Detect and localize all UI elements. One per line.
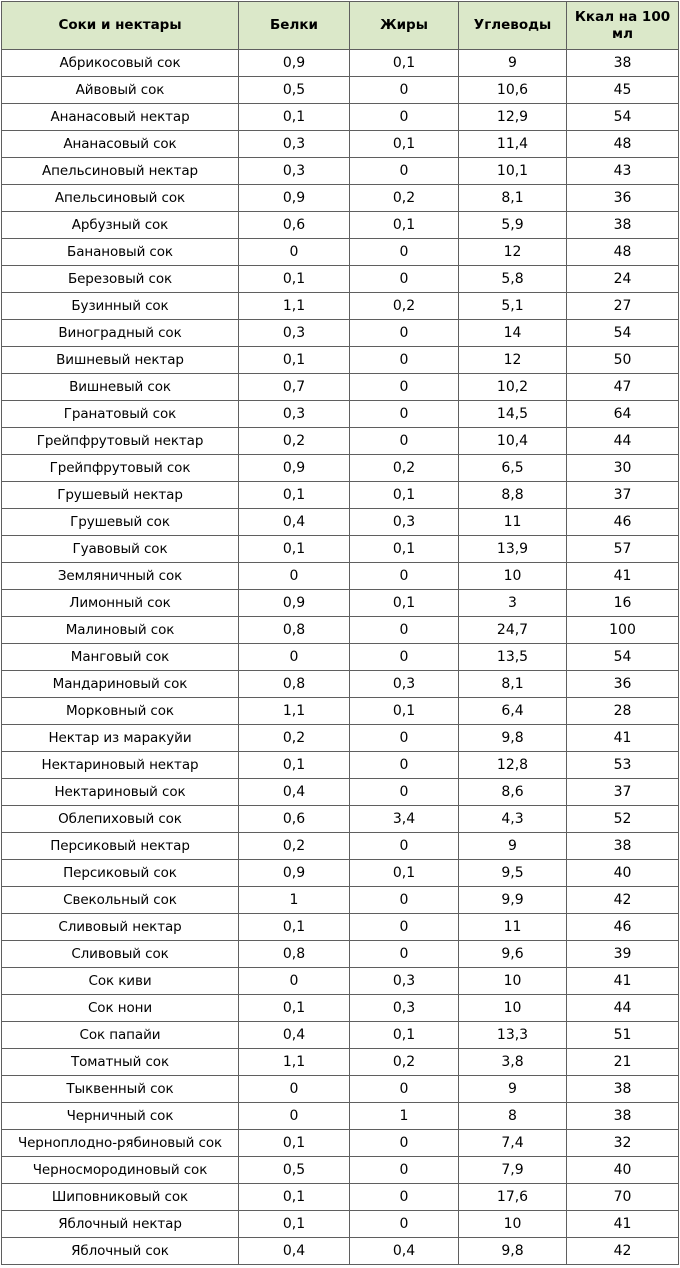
cell-kcal: 41 [567, 725, 679, 752]
cell-protein: 0 [239, 644, 350, 671]
cell-kcal: 38 [567, 1076, 679, 1103]
cell-protein: 0,1 [239, 347, 350, 374]
table-row [2, 1238, 679, 1265]
cell-fat: 0 [350, 77, 459, 104]
cell-kcal: 54 [567, 104, 679, 131]
table-row [2, 914, 679, 941]
cell-carbs: 4,3 [459, 806, 567, 833]
table-row [2, 131, 679, 158]
cell-kcal: 16 [567, 590, 679, 617]
cell-kcal: 41 [567, 968, 679, 995]
cell-fat: 0 [350, 374, 459, 401]
cell-protein: 0,2 [239, 428, 350, 455]
cell-kcal: 100 [567, 617, 679, 644]
cell-protein: 0,8 [239, 671, 350, 698]
cell-name: Апельсиновый сок [2, 185, 239, 212]
cell-fat: 0,3 [350, 968, 459, 995]
table-row [2, 1130, 679, 1157]
cell-fat: 0 [350, 779, 459, 806]
cell-carbs: 10,4 [459, 428, 567, 455]
cell-kcal: 42 [567, 887, 679, 914]
cell-carbs: 9,8 [459, 1238, 567, 1265]
cell-name: Сок папайи [2, 1022, 239, 1049]
cell-kcal: 43 [567, 158, 679, 185]
cell-kcal: 64 [567, 401, 679, 428]
cell-name: Сок киви [2, 968, 239, 995]
cell-carbs: 13,9 [459, 536, 567, 563]
cell-fat: 0 [350, 563, 459, 590]
cell-carbs: 8,1 [459, 185, 567, 212]
table-row [2, 536, 679, 563]
cell-kcal: 37 [567, 482, 679, 509]
cell-fat: 0 [350, 1130, 459, 1157]
cell-protein: 0 [239, 563, 350, 590]
cell-protein: 0,3 [239, 401, 350, 428]
cell-name: Шиповниковый сок [2, 1184, 239, 1211]
column-header-carbs: Углеводы [459, 2, 567, 50]
cell-fat: 0 [350, 725, 459, 752]
cell-protein: 0 [239, 239, 350, 266]
table-row [2, 590, 679, 617]
cell-carbs: 13,3 [459, 1022, 567, 1049]
cell-name: Бузинный сок [2, 293, 239, 320]
table-row [2, 779, 679, 806]
cell-carbs: 6,5 [459, 455, 567, 482]
cell-fat: 0 [350, 752, 459, 779]
cell-fat: 0 [350, 266, 459, 293]
table-row [2, 1076, 679, 1103]
table-row [2, 617, 679, 644]
cell-kcal: 38 [567, 50, 679, 77]
cell-carbs: 3 [459, 590, 567, 617]
cell-protein: 1,1 [239, 293, 350, 320]
cell-carbs: 8,1 [459, 671, 567, 698]
cell-carbs: 10 [459, 1211, 567, 1238]
cell-name: Сливовый сок [2, 941, 239, 968]
cell-carbs: 9,8 [459, 725, 567, 752]
cell-name: Банановый сок [2, 239, 239, 266]
cell-name: Морковный сок [2, 698, 239, 725]
table-row [2, 212, 679, 239]
cell-name: Сок нони [2, 995, 239, 1022]
cell-protein: 0,7 [239, 374, 350, 401]
cell-name: Нектариновый нектар [2, 752, 239, 779]
cell-name: Грушевый сок [2, 509, 239, 536]
table-row [2, 77, 679, 104]
cell-carbs: 10,6 [459, 77, 567, 104]
cell-kcal: 38 [567, 1103, 679, 1130]
cell-protein: 0,2 [239, 725, 350, 752]
cell-carbs: 9 [459, 1076, 567, 1103]
cell-name: Мандариновый сок [2, 671, 239, 698]
cell-protein: 0,9 [239, 590, 350, 617]
cell-kcal: 36 [567, 185, 679, 212]
table-row [2, 428, 679, 455]
cell-kcal: 54 [567, 644, 679, 671]
cell-kcal: 32 [567, 1130, 679, 1157]
cell-name: Вишневый нектар [2, 347, 239, 374]
cell-fat: 0 [350, 320, 459, 347]
cell-fat: 1 [350, 1103, 459, 1130]
cell-name: Вишневый сок [2, 374, 239, 401]
cell-fat: 0 [350, 1076, 459, 1103]
table-row [2, 1184, 679, 1211]
cell-name: Айвовый сок [2, 77, 239, 104]
cell-carbs: 8,6 [459, 779, 567, 806]
cell-kcal: 36 [567, 671, 679, 698]
cell-name: Земляничный сок [2, 563, 239, 590]
cell-name: Яблочный нектар [2, 1211, 239, 1238]
cell-protein: 0,9 [239, 860, 350, 887]
cell-fat: 0 [350, 833, 459, 860]
cell-protein: 0 [239, 1103, 350, 1130]
table-row [2, 698, 679, 725]
cell-kcal: 21 [567, 1049, 679, 1076]
cell-protein: 0,4 [239, 1238, 350, 1265]
cell-name: Черноплодно-рябиновый сок [2, 1130, 239, 1157]
cell-carbs: 5,1 [459, 293, 567, 320]
nutrition-table [1, 1, 679, 1265]
cell-name: Черничный сок [2, 1103, 239, 1130]
cell-fat: 0,2 [350, 185, 459, 212]
cell-carbs: 11 [459, 509, 567, 536]
cell-fat: 0,1 [350, 131, 459, 158]
cell-protein: 0,1 [239, 266, 350, 293]
cell-carbs: 8 [459, 1103, 567, 1130]
table-row [2, 266, 679, 293]
cell-carbs: 9 [459, 50, 567, 77]
cell-kcal: 27 [567, 293, 679, 320]
column-header-kcal: Ккал на 100 мл [567, 2, 679, 50]
cell-carbs: 12,9 [459, 104, 567, 131]
cell-protein: 0,4 [239, 1022, 350, 1049]
cell-protein: 0,9 [239, 455, 350, 482]
table-row [2, 455, 679, 482]
cell-carbs: 5,9 [459, 212, 567, 239]
cell-name: Апельсиновый нектар [2, 158, 239, 185]
table-row [2, 185, 679, 212]
cell-fat: 0,1 [350, 536, 459, 563]
cell-fat: 0 [350, 914, 459, 941]
cell-name: Гранатовый сок [2, 401, 239, 428]
table-row [2, 158, 679, 185]
cell-name: Персиковый сок [2, 860, 239, 887]
cell-fat: 0 [350, 1157, 459, 1184]
cell-protein: 0,2 [239, 833, 350, 860]
table-row [2, 401, 679, 428]
cell-fat: 0 [350, 239, 459, 266]
cell-kcal: 40 [567, 860, 679, 887]
cell-protein: 0,1 [239, 482, 350, 509]
cell-name: Тыквенный сок [2, 1076, 239, 1103]
cell-protein: 0,5 [239, 77, 350, 104]
cell-carbs: 7,4 [459, 1130, 567, 1157]
cell-fat: 0,3 [350, 509, 459, 536]
cell-carbs: 10 [459, 995, 567, 1022]
cell-carbs: 11,4 [459, 131, 567, 158]
cell-protein: 0,8 [239, 941, 350, 968]
cell-fat: 0,3 [350, 995, 459, 1022]
table-row [2, 293, 679, 320]
cell-kcal: 42 [567, 1238, 679, 1265]
cell-kcal: 28 [567, 698, 679, 725]
cell-protein: 0,6 [239, 212, 350, 239]
cell-fat: 3,4 [350, 806, 459, 833]
cell-carbs: 12,8 [459, 752, 567, 779]
cell-protein: 0,9 [239, 185, 350, 212]
cell-kcal: 48 [567, 131, 679, 158]
cell-protein: 0 [239, 968, 350, 995]
cell-name: Нектар из маракуйи [2, 725, 239, 752]
table-row [2, 50, 679, 77]
table-row [2, 104, 679, 131]
table-row [2, 968, 679, 995]
cell-kcal: 52 [567, 806, 679, 833]
cell-carbs: 13,5 [459, 644, 567, 671]
cell-kcal: 24 [567, 266, 679, 293]
table-row [2, 563, 679, 590]
table-row [2, 347, 679, 374]
cell-carbs: 10,2 [459, 374, 567, 401]
cell-fat: 0 [350, 158, 459, 185]
cell-protein: 0,1 [239, 1211, 350, 1238]
cell-name: Облепиховый сок [2, 806, 239, 833]
cell-name: Нектариновый сок [2, 779, 239, 806]
cell-name: Сливовый нектар [2, 914, 239, 941]
cell-carbs: 9,5 [459, 860, 567, 887]
table-row [2, 725, 679, 752]
cell-fat: 0,2 [350, 293, 459, 320]
cell-kcal: 46 [567, 914, 679, 941]
cell-fat: 0 [350, 887, 459, 914]
table-row [2, 887, 679, 914]
cell-protein: 0,3 [239, 131, 350, 158]
table-row [2, 752, 679, 779]
table-row [2, 860, 679, 887]
cell-fat: 0 [350, 644, 459, 671]
cell-carbs: 7,9 [459, 1157, 567, 1184]
cell-name: Ананасовый сок [2, 131, 239, 158]
cell-protein: 0 [239, 1076, 350, 1103]
cell-carbs: 5,8 [459, 266, 567, 293]
cell-kcal: 47 [567, 374, 679, 401]
cell-protein: 0,3 [239, 320, 350, 347]
cell-protein: 0,6 [239, 806, 350, 833]
cell-protein: 0,1 [239, 1130, 350, 1157]
cell-protein: 0,4 [239, 509, 350, 536]
cell-fat: 0,1 [350, 1022, 459, 1049]
cell-kcal: 57 [567, 536, 679, 563]
cell-carbs: 8,8 [459, 482, 567, 509]
cell-protein: 0,9 [239, 50, 350, 77]
cell-carbs: 24,7 [459, 617, 567, 644]
cell-name: Грейпфрутовый сок [2, 455, 239, 482]
cell-kcal: 54 [567, 320, 679, 347]
cell-name: Абрикосовый сок [2, 50, 239, 77]
cell-protein: 1 [239, 887, 350, 914]
cell-name: Манговый сок [2, 644, 239, 671]
cell-name: Виноградный сок [2, 320, 239, 347]
table-row [2, 1157, 679, 1184]
cell-fat: 0,1 [350, 590, 459, 617]
cell-fat: 0 [350, 401, 459, 428]
cell-protein: 0,3 [239, 158, 350, 185]
cell-protein: 0,8 [239, 617, 350, 644]
cell-protein: 0,1 [239, 914, 350, 941]
cell-fat: 0 [350, 104, 459, 131]
cell-name: Свекольный сок [2, 887, 239, 914]
cell-name: Березовый сок [2, 266, 239, 293]
table-row [2, 320, 679, 347]
cell-fat: 0 [350, 1184, 459, 1211]
cell-fat: 0 [350, 428, 459, 455]
table-row [2, 1211, 679, 1238]
table-row [2, 941, 679, 968]
cell-kcal: 48 [567, 239, 679, 266]
cell-kcal: 37 [567, 779, 679, 806]
cell-kcal: 39 [567, 941, 679, 968]
cell-fat: 0,1 [350, 212, 459, 239]
cell-kcal: 41 [567, 1211, 679, 1238]
table-row [2, 374, 679, 401]
cell-carbs: 10 [459, 968, 567, 995]
cell-fat: 0,3 [350, 671, 459, 698]
cell-carbs: 14,5 [459, 401, 567, 428]
cell-name: Арбузный сок [2, 212, 239, 239]
cell-name: Ананасовый нектар [2, 104, 239, 131]
table-row [2, 509, 679, 536]
cell-protein: 0,5 [239, 1157, 350, 1184]
cell-kcal: 38 [567, 212, 679, 239]
table-row [2, 806, 679, 833]
cell-kcal: 41 [567, 563, 679, 590]
table-row [2, 671, 679, 698]
table-row [2, 1022, 679, 1049]
table-body [2, 50, 679, 1265]
cell-carbs: 9 [459, 833, 567, 860]
cell-carbs: 3,8 [459, 1049, 567, 1076]
cell-kcal: 70 [567, 1184, 679, 1211]
cell-protein: 0,1 [239, 752, 350, 779]
cell-name: Лимонный сок [2, 590, 239, 617]
cell-protein: 1,1 [239, 698, 350, 725]
cell-fat: 0 [350, 617, 459, 644]
table-header-row [2, 2, 679, 50]
cell-protein: 0,1 [239, 536, 350, 563]
table-row [2, 644, 679, 671]
cell-name: Малиновый сок [2, 617, 239, 644]
cell-carbs: 10,1 [459, 158, 567, 185]
cell-carbs: 9,9 [459, 887, 567, 914]
cell-kcal: 44 [567, 995, 679, 1022]
cell-name: Яблочный сок [2, 1238, 239, 1265]
table-row [2, 1049, 679, 1076]
cell-kcal: 38 [567, 833, 679, 860]
cell-kcal: 51 [567, 1022, 679, 1049]
cell-kcal: 46 [567, 509, 679, 536]
cell-fat: 0,1 [350, 698, 459, 725]
cell-name: Грейпфрутовый нектар [2, 428, 239, 455]
cell-carbs: 10 [459, 563, 567, 590]
cell-carbs: 11 [459, 914, 567, 941]
cell-protein: 0,4 [239, 779, 350, 806]
column-header-fat: Жиры [350, 2, 459, 50]
cell-kcal: 30 [567, 455, 679, 482]
cell-fat: 0,1 [350, 860, 459, 887]
cell-fat: 0 [350, 347, 459, 374]
cell-protein: 0,1 [239, 104, 350, 131]
cell-carbs: 9,6 [459, 941, 567, 968]
cell-carbs: 6,4 [459, 698, 567, 725]
cell-name: Томатный сок [2, 1049, 239, 1076]
cell-kcal: 40 [567, 1157, 679, 1184]
cell-name: Персиковый нектар [2, 833, 239, 860]
cell-fat: 0,1 [350, 482, 459, 509]
cell-kcal: 44 [567, 428, 679, 455]
column-header-name: Соки и нектары [2, 2, 239, 50]
cell-protein: 0,1 [239, 1184, 350, 1211]
cell-kcal: 45 [567, 77, 679, 104]
cell-fat: 0,2 [350, 1049, 459, 1076]
cell-protein: 0,1 [239, 995, 350, 1022]
cell-fat: 0 [350, 1211, 459, 1238]
cell-name: Гуавовый сок [2, 536, 239, 563]
table-row [2, 995, 679, 1022]
cell-name: Черносмородиновый сок [2, 1157, 239, 1184]
table-row [2, 1103, 679, 1130]
table-row [2, 833, 679, 860]
cell-carbs: 12 [459, 239, 567, 266]
cell-name: Грушевый нектар [2, 482, 239, 509]
cell-fat: 0 [350, 941, 459, 968]
cell-carbs: 12 [459, 347, 567, 374]
cell-fat: 0,4 [350, 1238, 459, 1265]
cell-carbs: 17,6 [459, 1184, 567, 1211]
cell-kcal: 53 [567, 752, 679, 779]
column-header-protein: Белки [239, 2, 350, 50]
cell-fat: 0,2 [350, 455, 459, 482]
table-row [2, 239, 679, 266]
cell-carbs: 14 [459, 320, 567, 347]
cell-fat: 0,1 [350, 50, 459, 77]
cell-protein: 1,1 [239, 1049, 350, 1076]
cell-kcal: 50 [567, 347, 679, 374]
table-row [2, 482, 679, 509]
